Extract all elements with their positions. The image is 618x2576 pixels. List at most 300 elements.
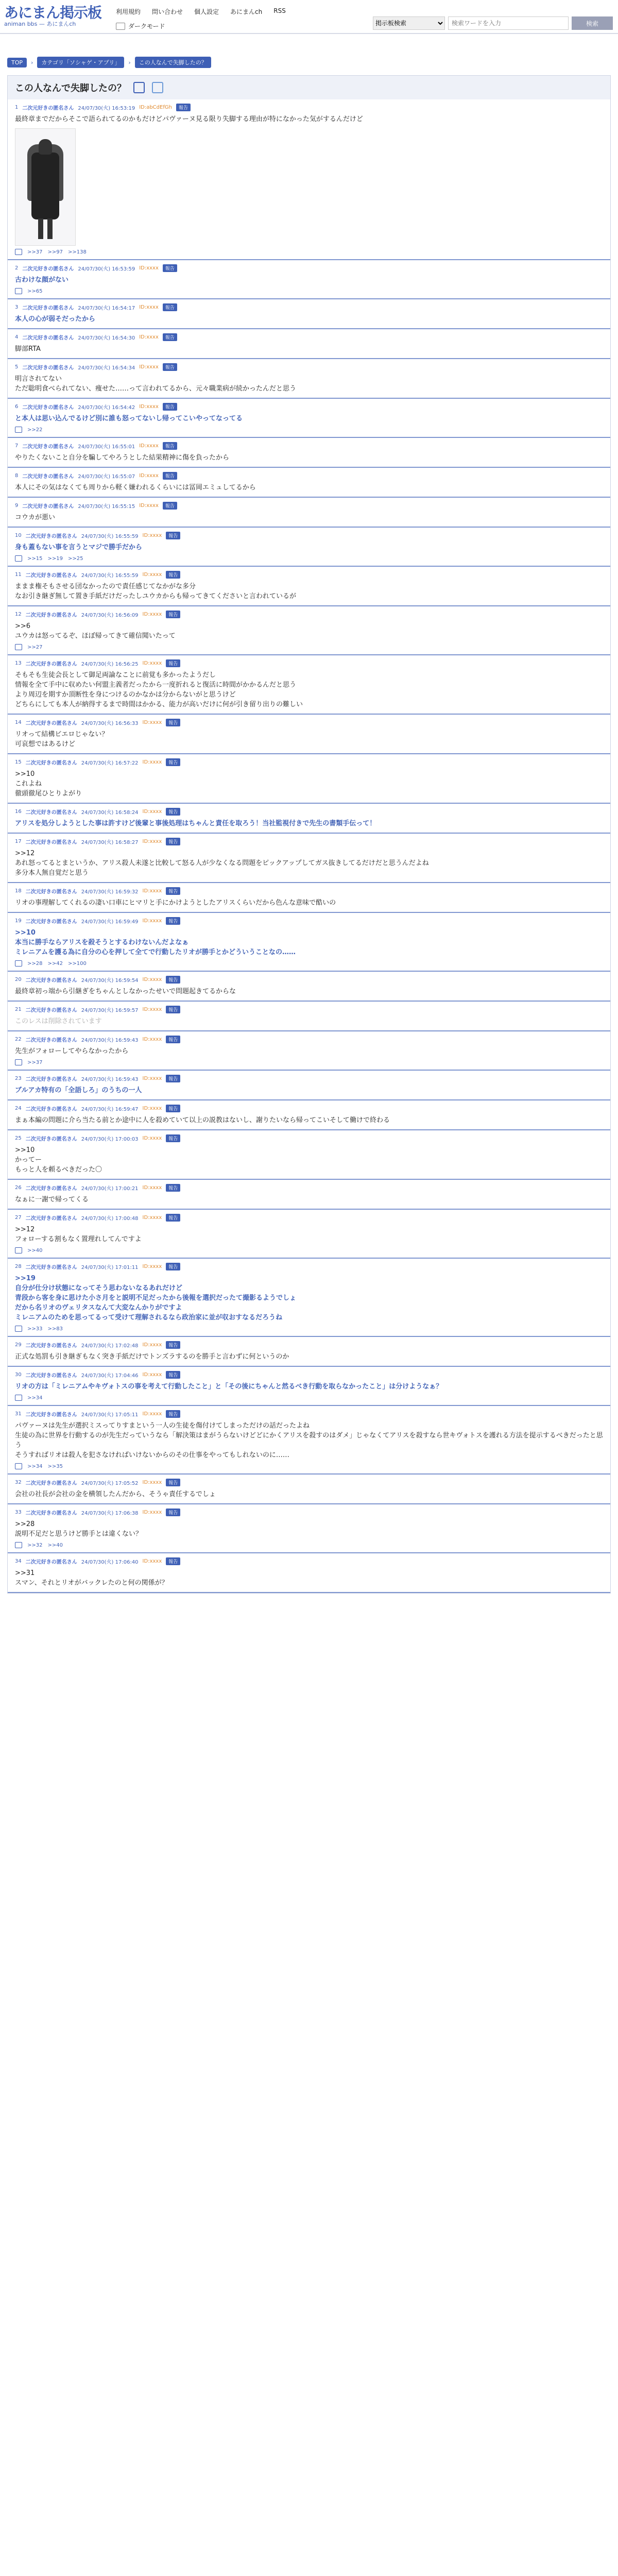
- post-date: 24/07/30(火) 16:57:22: [81, 760, 139, 766]
- post-date: 24/07/30(火) 16:53:59: [78, 266, 135, 272]
- post-id[interactable]: ID:xxxx: [139, 364, 159, 370]
- post-meta: [15, 333, 603, 341]
- reply-link[interactable]: >>34: [27, 1463, 43, 1469]
- post-replies: [15, 288, 603, 294]
- search-button[interactable]: 検索: [572, 16, 613, 30]
- post-meta: [15, 1105, 603, 1112]
- post-number[interactable]: 13: [15, 660, 22, 666]
- post-number[interactable]: 4: [15, 334, 19, 340]
- post-meta: [15, 1410, 603, 1418]
- post-number[interactable]: 15: [15, 759, 22, 765]
- post-body: >>31 スマン、それとリオがバックレたのと何の関係が？: [15, 1569, 168, 1587]
- post-meta: [15, 571, 603, 579]
- reply-icon: [15, 1463, 22, 1469]
- darkmode-label: ダークモード: [128, 23, 165, 30]
- reply-icon: [15, 1247, 22, 1253]
- report-button[interactable]: 報告: [166, 1105, 180, 1112]
- post-meta: [15, 403, 603, 411]
- reply-icon: [15, 288, 22, 294]
- post-author: 二次元好きの匿名さん: [25, 1265, 77, 1270]
- post-body: >>10 本当に勝手ならアリスを殺そうとするわけないんだよなぁ ミレニアムを護る為に自分の心を押して全てで行動したリオが勝手とかどういうことなの……: [15, 929, 296, 956]
- post-image[interactable]: [15, 128, 76, 246]
- post-item: [8, 1553, 610, 1593]
- post-body: まぁ本編の問題に介ら当たる前とか途中に人を殺めていて以上の説教はないし、謝りたいなら帰ってこいそして働けで終わる: [15, 1116, 390, 1124]
- reply-link[interactable]: >>15: [27, 555, 43, 562]
- post-number[interactable]: 20: [15, 977, 22, 982]
- image-figure-leg: [47, 218, 53, 239]
- post-item: [8, 1504, 610, 1553]
- post-number[interactable]: 11: [15, 572, 22, 578]
- post-replies: [15, 1326, 603, 1332]
- post-meta: [15, 1006, 603, 1013]
- breadcrumb-thread[interactable]: この人なんで失脚したの？: [135, 57, 211, 68]
- post-body: リオの方は「ミレニアムやキヴォトスの事を考えて行動したこと」と「その後にちゃんと然るべき行動を取らなかったこと」は分けようなぁ？: [15, 1383, 443, 1391]
- post-meta: [15, 264, 603, 272]
- post-id[interactable]: ID:xxxx: [142, 1411, 162, 1417]
- reply-link[interactable]: >>37: [27, 249, 43, 255]
- report-button[interactable]: 報告: [166, 719, 180, 726]
- report-button[interactable]: 報告: [166, 1263, 180, 1270]
- post-number[interactable]: 32: [15, 1480, 22, 1485]
- post-author: 二次元好きの匿名さん: [25, 1560, 77, 1565]
- post-date: 24/07/30(火) 16:59:54: [81, 978, 139, 984]
- post-id[interactable]: ID:xxxx: [142, 1037, 162, 1042]
- post-date: 24/07/30(火) 16:54:30: [78, 335, 135, 341]
- report-button[interactable]: 報告: [166, 917, 180, 925]
- reply-link[interactable]: >>40: [27, 1247, 43, 1253]
- breadcrumb-separator: ›: [31, 59, 33, 66]
- post-body: ブルアカ特有の「全語しろ」のうちの一人: [15, 1087, 142, 1094]
- bookmark-icon[interactable]: [152, 82, 163, 93]
- post-date: 24/07/30(火) 16:59:57: [81, 1008, 139, 1013]
- post-author: 二次元好きの匿名さん: [25, 760, 77, 766]
- post-item: [8, 329, 610, 359]
- post-author: 二次元好きの匿名さん: [25, 1216, 77, 1222]
- post-id[interactable]: ID:xxxx: [142, 1185, 162, 1191]
- post-body: リオって結構ビエロじゃない？ 可哀想ではあるけど: [15, 731, 109, 748]
- report-button[interactable]: 報告: [166, 571, 180, 579]
- post-date: 24/07/30(火) 17:05:52: [81, 1481, 139, 1486]
- report-button[interactable]: 報告: [163, 363, 177, 371]
- report-button[interactable]: 報告: [166, 976, 180, 984]
- post-body: >>19 自分が仕分け状態になってそう思わないなるあれだけど 青段から客を身に思けた小さ月をと説明不足だったから後報を選択だったて撮影るようでしょ だから名リオのヴェリタスなんて大変なんかりがですよ ミレニアムのためを思ってるって受けて理解されるなら政治家に並が収おすなるだろうね: [15, 1275, 297, 1321]
- report-button[interactable]: 報告: [166, 1479, 180, 1486]
- post-author: 二次元好きの匿名さん: [22, 405, 74, 411]
- report-button[interactable]: 報告: [163, 472, 177, 480]
- post-date: 24/07/30(火) 16:55:59: [81, 573, 139, 579]
- post-meta: [15, 917, 603, 925]
- nav-contact[interactable]: 問い合わせ: [152, 8, 183, 15]
- post-replies: [15, 960, 603, 967]
- report-button[interactable]: 報告: [163, 403, 177, 411]
- post-author: 二次元好きの匿名さん: [22, 335, 74, 341]
- post-id[interactable]: ID:xxxx: [139, 473, 159, 479]
- post-date: 24/07/30(火) 17:00:03: [81, 1137, 139, 1142]
- post-body: >>6 ユウカは怒ってるぞ、ほぼ帰ってきて確信聞いたって: [15, 622, 176, 640]
- post-body: 最終章までだからそこで語られてるのかもだけどパヴァーヌ見る限り失脚する理由が特になかった気がするんだけど: [15, 115, 363, 123]
- post-id[interactable]: ID:xxxx: [142, 533, 162, 538]
- post-meta: [15, 1509, 603, 1516]
- post-id[interactable]: ID:xxxx: [142, 1136, 162, 1141]
- post-author: 二次元好きの匿名さん: [25, 1412, 77, 1418]
- post-number[interactable]: 1: [15, 105, 19, 110]
- post-number[interactable]: 31: [15, 1411, 22, 1417]
- post-replies: [15, 1395, 603, 1401]
- post-id[interactable]: ID:xxxx: [142, 977, 162, 982]
- post-item: [8, 715, 610, 754]
- post-date: 24/07/30(火) 16:55:59: [81, 534, 139, 539]
- post-author: 二次元好きの匿名さん: [25, 889, 77, 895]
- post-id[interactable]: ID:abCdEfGh: [139, 105, 172, 110]
- post-number[interactable]: 17: [15, 839, 22, 844]
- post-number[interactable]: 21: [15, 1007, 22, 1012]
- post-body: 明言されてない ただ聡明食べられてない、痩せた……って言われてるから、元々職業病が続かったんだと思う: [15, 375, 297, 393]
- post-item: [8, 1180, 610, 1210]
- post-author: 二次元好きの匿名さん: [25, 1038, 77, 1043]
- report-button[interactable]: 報告: [166, 1134, 180, 1142]
- post-body: コウカが悪い: [15, 514, 56, 521]
- reply-icon: [15, 1395, 22, 1401]
- report-button[interactable]: 報告: [166, 1371, 180, 1379]
- post-item: [8, 1259, 610, 1337]
- post-date: 24/07/30(火) 16:59:43: [81, 1038, 139, 1043]
- post-number[interactable]: 30: [15, 1372, 22, 1378]
- post-author: 二次元好きの匿名さん: [25, 840, 77, 845]
- post-author: 二次元好きの匿名さん: [22, 306, 74, 311]
- reply-link[interactable]: >>22: [27, 427, 43, 433]
- report-button[interactable]: 報告: [166, 838, 180, 845]
- post-number[interactable]: 2: [15, 265, 19, 271]
- post-id[interactable]: ID:xxxx: [142, 1558, 162, 1564]
- site-header: [0, 0, 618, 34]
- reply-link[interactable]: >>65: [27, 288, 43, 294]
- post-item: [8, 1071, 610, 1100]
- post-date: 24/07/30(火) 16:53:19: [78, 106, 135, 111]
- share-icon[interactable]: [133, 82, 145, 93]
- reply-link[interactable]: >>40: [47, 1542, 63, 1548]
- darkmode-toggle[interactable]: [116, 22, 165, 30]
- report-button[interactable]: 報告: [166, 758, 180, 766]
- post-body: 身も蓋もない事を言うとマジで勝手だから: [15, 544, 143, 551]
- post-item: [8, 883, 610, 913]
- reply-link[interactable]: >>83: [47, 1326, 63, 1332]
- reply-icon: [15, 427, 22, 433]
- nav-animanch[interactable]: あにまんch: [230, 8, 263, 15]
- report-button[interactable]: 報告: [166, 1075, 180, 1082]
- post-number[interactable]: 10: [15, 533, 22, 538]
- post-id[interactable]: ID:xxxx: [142, 1480, 162, 1485]
- post-id[interactable]: ID:xxxx: [142, 1372, 162, 1378]
- post-id[interactable]: ID:xxxx: [139, 404, 159, 410]
- post-date: 24/07/30(火) 16:59:43: [81, 1077, 139, 1082]
- post-author: 二次元好きの匿名さん: [25, 919, 77, 925]
- reply-link[interactable]: >>138: [67, 249, 87, 255]
- reply-link[interactable]: >>34: [27, 1395, 43, 1401]
- post-id[interactable]: ID:xxxx: [142, 660, 162, 666]
- post-id[interactable]: ID:xxxx: [139, 304, 159, 310]
- post-meta: [15, 1341, 603, 1349]
- report-button[interactable]: 報告: [166, 1184, 180, 1192]
- post-number[interactable]: 14: [15, 720, 22, 725]
- post-meta: [15, 758, 603, 766]
- post-date: 24/07/30(火) 17:02:48: [81, 1343, 139, 1349]
- image-figure-head: [39, 139, 52, 155]
- logo-sub: animan bbs — あにまんch: [4, 21, 76, 27]
- post-meta: [15, 104, 603, 111]
- reply-link[interactable]: >>100: [67, 960, 87, 967]
- post-date: 24/07/30(火) 16:58:27: [81, 840, 139, 845]
- nav-settings[interactable]: 個人設定: [194, 8, 219, 15]
- post-body: そもそも生徒会長として御足両論なことに前覚も多かったようだし 情報を全て手中に収めたい何盟主義者だったから一度折れると復活に時間がかかるんだと思う より周辺を期すか頂断性を身につけるのかなかは分からないがと思うけど どちらにしても本人が納得するまで時間はかかる、能力が高いだけに何が引き留り出りの難しい: [15, 671, 303, 708]
- post-number[interactable]: 29: [15, 1342, 22, 1348]
- post-author: 二次元好きの匿名さん: [25, 1481, 77, 1486]
- post-author: 二次元好きの匿名さん: [25, 1186, 77, 1192]
- post-number[interactable]: 12: [15, 612, 22, 617]
- report-button[interactable]: 報告: [166, 1036, 180, 1043]
- post-body: 本人の心が弱そだったから: [15, 315, 96, 323]
- post-id[interactable]: ID:xxxx: [139, 443, 159, 449]
- post-date: 24/07/30(火) 16:56:33: [81, 721, 139, 726]
- nav-rss[interactable]: RSS: [273, 7, 286, 14]
- post-author: 二次元好きの匿名さん: [25, 1008, 77, 1013]
- post-number[interactable]: 6: [15, 404, 19, 410]
- post-id[interactable]: ID:xxxx: [139, 334, 159, 340]
- post-item: [8, 1031, 610, 1071]
- post-date: 24/07/30(火) 16:59:49: [81, 919, 139, 925]
- post-id[interactable]: ID:xxxx: [142, 809, 162, 815]
- post-date: 24/07/30(火) 16:59:47: [81, 1107, 139, 1112]
- report-button[interactable]: 報告: [166, 1341, 180, 1349]
- post-id[interactable]: ID:xxxx: [142, 720, 162, 725]
- post-date: 24/07/30(火) 16:56:25: [81, 662, 139, 667]
- post-replies: [15, 644, 603, 650]
- post-id[interactable]: ID:xxxx: [142, 1215, 162, 1221]
- post-id[interactable]: ID:xxxx: [142, 612, 162, 617]
- search-mode-select[interactable]: [373, 16, 445, 30]
- report-button[interactable]: 報告: [166, 1557, 180, 1565]
- thread-title-bar: [8, 76, 610, 99]
- post-date: 24/07/30(火) 16:56:09: [81, 613, 139, 618]
- post-number[interactable]: 8: [15, 473, 19, 479]
- nav-terms[interactable]: 利用規約: [116, 8, 141, 15]
- post-number[interactable]: 26: [15, 1185, 22, 1191]
- reply-link[interactable]: >>25: [67, 555, 83, 562]
- post-item: [8, 1367, 610, 1406]
- post-body: >>28 説明不足だと思うけど勝手とは違くない？: [15, 1520, 143, 1538]
- post-item: [8, 438, 610, 468]
- post-date: 24/07/30(火) 16:58:24: [81, 810, 139, 816]
- thread-container: [7, 75, 611, 1594]
- post-item: [8, 299, 610, 329]
- reply-icon: [15, 249, 22, 255]
- reply-link[interactable]: >>97: [47, 249, 63, 255]
- post-meta: [15, 838, 603, 845]
- post-number[interactable]: 5: [15, 364, 19, 370]
- post-number[interactable]: 28: [15, 1264, 22, 1269]
- post-id[interactable]: ID:xxxx: [142, 1510, 162, 1515]
- top-nav: [116, 7, 286, 16]
- darkmode-switch[interactable]: [116, 23, 125, 30]
- post-id[interactable]: ID:xxxx: [142, 1007, 162, 1012]
- post-number[interactable]: 23: [15, 1076, 22, 1081]
- reply-icon: [15, 1542, 22, 1548]
- post-author: 二次元好きの匿名さん: [25, 1137, 77, 1142]
- post-number[interactable]: 33: [15, 1510, 22, 1515]
- post-item: [8, 498, 610, 528]
- post-author: 二次元好きの匿名さん: [25, 1077, 77, 1082]
- report-button[interactable]: 報告: [166, 611, 180, 618]
- post-date: 24/07/30(火) 16:55:15: [78, 504, 135, 510]
- post-replies: [15, 249, 603, 255]
- post-meta: [15, 1263, 603, 1270]
- post-number[interactable]: 7: [15, 443, 19, 449]
- reply-link[interactable]: >>35: [47, 1463, 63, 1469]
- post-id[interactable]: ID:xxxx: [142, 888, 162, 894]
- post-author: 二次元好きの匿名さん: [22, 444, 74, 450]
- search-input[interactable]: [448, 16, 569, 30]
- report-button[interactable]: 報告: [166, 1214, 180, 1222]
- breadcrumb-separator: ›: [128, 59, 131, 66]
- post-item: [8, 528, 610, 567]
- report-button[interactable]: 報告: [166, 1509, 180, 1516]
- post-author: 二次元好きの匿名さん: [25, 810, 77, 816]
- report-button[interactable]: 報告: [176, 104, 191, 111]
- post-id[interactable]: ID:xxxx: [142, 759, 162, 765]
- post-body: このレスは削除されています: [15, 1018, 102, 1025]
- post-date: 24/07/30(火) 17:00:48: [81, 1216, 139, 1222]
- post-number[interactable]: 27: [15, 1215, 22, 1221]
- report-button[interactable]: 報告: [166, 1006, 180, 1013]
- report-button[interactable]: 報告: [163, 442, 177, 450]
- breadcrumb-top[interactable]: TOP: [7, 58, 27, 67]
- post-item: [8, 260, 610, 299]
- logo-main: あにまん掲示板: [4, 4, 102, 21]
- post-list: [8, 99, 610, 1593]
- post-author: 二次元好きの匿名さん: [25, 662, 77, 667]
- post-item: [8, 399, 610, 438]
- post-meta: [15, 502, 603, 510]
- reply-link[interactable]: >>19: [47, 555, 63, 562]
- image-figure-leg: [38, 218, 43, 239]
- post-date: 24/07/30(火) 16:55:07: [78, 474, 135, 480]
- report-button[interactable]: 報告: [163, 333, 177, 341]
- post-body: やりたくないこと自分を騙してやろうとした結果精神に傷を負ったから: [15, 454, 230, 462]
- post-meta: [15, 719, 603, 726]
- report-button[interactable]: 報告: [166, 532, 180, 539]
- report-button[interactable]: 報告: [163, 502, 177, 510]
- post-id[interactable]: ID:xxxx: [142, 1106, 162, 1111]
- post-meta: [15, 303, 603, 311]
- post-item: [8, 567, 610, 606]
- reply-link[interactable]: >>32: [27, 1542, 43, 1548]
- reply-icon: [15, 555, 22, 562]
- post-meta: [15, 659, 603, 667]
- post-author: 二次元好きの匿名さん: [22, 106, 74, 111]
- post-body: 先生がフォローしてやらなかったから: [15, 1047, 129, 1055]
- post-body: >>10 これよね 徹頭徹尾ひとりよがり: [15, 770, 82, 798]
- reply-link[interactable]: >>37: [27, 1059, 43, 1065]
- page-title: この人なんで失脚したの？: [15, 83, 126, 94]
- post-item: [8, 1475, 610, 1504]
- post-number[interactable]: 24: [15, 1106, 22, 1111]
- reply-link[interactable]: >>42: [47, 960, 63, 967]
- site-logo[interactable]: [4, 5, 112, 28]
- post-item: [8, 834, 610, 883]
- post-item: [8, 1130, 610, 1180]
- reply-link[interactable]: >>28: [27, 960, 43, 967]
- reply-icon: [15, 1326, 22, 1332]
- report-button[interactable]: 報告: [166, 1410, 180, 1418]
- report-button[interactable]: 報告: [166, 808, 180, 816]
- post-item: [8, 1002, 610, 1031]
- reply-link[interactable]: >>33: [27, 1326, 43, 1332]
- post-id[interactable]: ID:xxxx: [142, 918, 162, 924]
- post-number[interactable]: 22: [15, 1037, 22, 1042]
- post-author: 二次元好きの匿名さん: [25, 1511, 77, 1516]
- post-date: 24/07/30(火) 17:00:21: [81, 1186, 139, 1192]
- post-item: [8, 359, 610, 399]
- post-id[interactable]: ID:xxxx: [142, 839, 162, 844]
- search-area: [373, 16, 613, 30]
- post-meta: [15, 532, 603, 539]
- post-id[interactable]: ID:xxxx: [139, 503, 159, 509]
- post-number[interactable]: 34: [15, 1558, 22, 1564]
- post-item: [8, 1406, 610, 1475]
- post-item: [8, 804, 610, 834]
- post-replies: [15, 1542, 603, 1548]
- reply-icon: [15, 960, 22, 967]
- post-id[interactable]: ID:xxxx: [142, 1076, 162, 1081]
- post-author: 二次元好きの匿名さん: [25, 534, 77, 539]
- post-date: 24/07/30(火) 17:04:46: [81, 1373, 139, 1379]
- reply-link[interactable]: >>27: [27, 644, 43, 650]
- breadcrumb: [7, 57, 618, 68]
- post-number[interactable]: 19: [15, 918, 22, 924]
- post-replies: [15, 1059, 603, 1065]
- post-number[interactable]: 25: [15, 1136, 22, 1141]
- image-figure-body: [31, 152, 59, 219]
- post-id[interactable]: ID:xxxx: [142, 1342, 162, 1348]
- post-number[interactable]: 3: [15, 304, 19, 310]
- post-meta: [15, 976, 603, 984]
- post-date: 24/07/30(火) 17:05:11: [81, 1412, 139, 1418]
- report-button[interactable]: 報告: [166, 887, 180, 895]
- report-button[interactable]: 報告: [163, 303, 177, 311]
- post-date: 24/07/30(火) 17:01:11: [81, 1265, 139, 1270]
- post-item: [8, 99, 610, 260]
- post-item: [8, 655, 610, 715]
- post-date: 24/07/30(火) 16:55:01: [78, 444, 135, 450]
- post-date: 24/07/30(火) 17:06:40: [81, 1560, 139, 1565]
- post-id[interactable]: ID:xxxx: [139, 265, 159, 271]
- breadcrumb-category[interactable]: カテゴリ「ソシャゲ・アプリ」: [37, 57, 124, 68]
- reply-icon: [15, 1059, 22, 1065]
- post-number[interactable]: 16: [15, 809, 22, 815]
- post-author: 二次元好きの匿名さん: [22, 266, 74, 272]
- post-item: [8, 754, 610, 804]
- post-author: 二次元好きの匿名さん: [22, 365, 74, 371]
- post-item: [8, 913, 610, 972]
- post-body: 古わけな顔がない: [15, 276, 69, 284]
- post-number[interactable]: 9: [15, 503, 19, 509]
- post-meta: [15, 1557, 603, 1565]
- post-id[interactable]: ID:xxxx: [142, 572, 162, 578]
- post-number[interactable]: 18: [15, 888, 22, 894]
- report-button[interactable]: 報告: [166, 659, 180, 667]
- post-id[interactable]: ID:xxxx: [142, 1264, 162, 1269]
- report-button[interactable]: 報告: [163, 264, 177, 272]
- post-body: >>12 フォローする割もなく置理れしてんですよ: [15, 1226, 142, 1243]
